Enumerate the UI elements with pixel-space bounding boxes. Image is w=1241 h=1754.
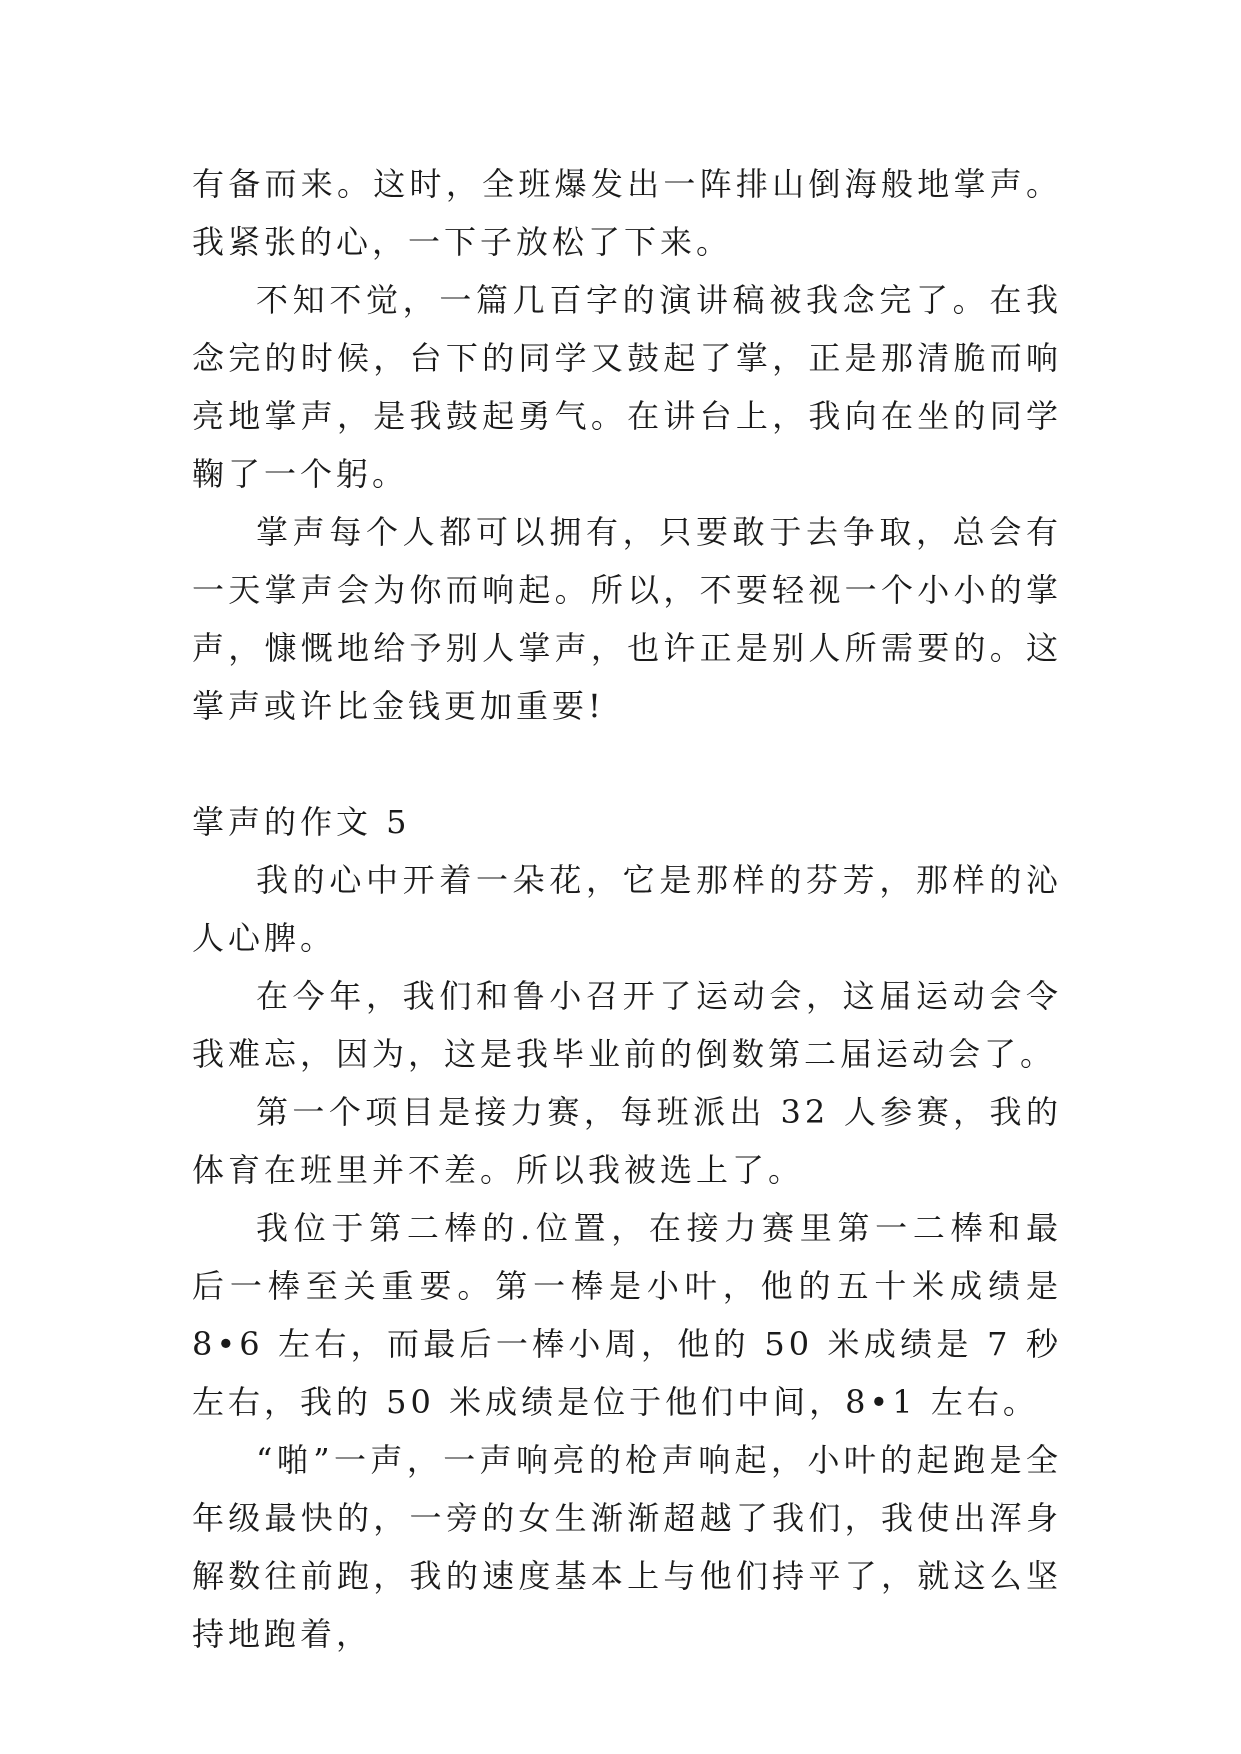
paragraph-4: 我的心中开着一朵花，它是那样的芬芳，那样的沁人心脾。 bbox=[192, 861, 1062, 957]
paragraph-8: “啪”一声，一声响亮的枪声响起，小叶的起跑是全年级最快的，一旁的女生渐渐超越了我们，我使出浑身解数往前跑，我的速度基本上与他们持平了，就这么坚持地跑着， bbox=[192, 1441, 1062, 1653]
section-title: 掌声的作文 5 bbox=[192, 803, 411, 841]
section-gap bbox=[192, 735, 1062, 793]
paragraph-2: 不知不觉，一篇几百字的演讲稿被我念完了。在我念完的时候，台下的同学又鼓起了掌，正是那清脆而响亮地掌声，是我鼓起勇气。在讲台上，我向在坐的同学鞠了一个躬。 bbox=[192, 281, 1062, 493]
paragraph-1: 有备而来。这时，全班爆发出一阵排山倒海般地掌声。我紧张的心，一下子放松了下来。 bbox=[192, 165, 1062, 261]
paragraph-7: 我位于第二棒的.位置，在接力赛里第一二棒和最后一棒至关重要。第一棒是小叶，他的五十米成绩是 8•6 左右，而最后一棒小周，他的 50 米成绩是 7 秒左右，我的 50 米成绩是位于他们中间，8•1 左右。 bbox=[192, 1209, 1062, 1421]
paragraph-6: 第一个项目是接力赛，每班派出 32 人参赛，我的体育在班里并不差。所以我被选上了。 bbox=[192, 1093, 1062, 1189]
paragraph-3: 掌声每个人都可以拥有，只要敢于去争取，总会有一天掌声会为你而响起。所以，不要轻视一个小小的掌声，慷慨地给予别人掌声，也许正是别人所需要的。这掌声或许比金钱更加重要! bbox=[192, 513, 1062, 725]
paragraph-5: 在今年，我们和鲁小召开了运动会，这届运动会令我难忘，因为，这是我毕业前的倒数第二届运动会了。 bbox=[192, 977, 1062, 1073]
document-body bbox=[192, 155, 1062, 1663]
